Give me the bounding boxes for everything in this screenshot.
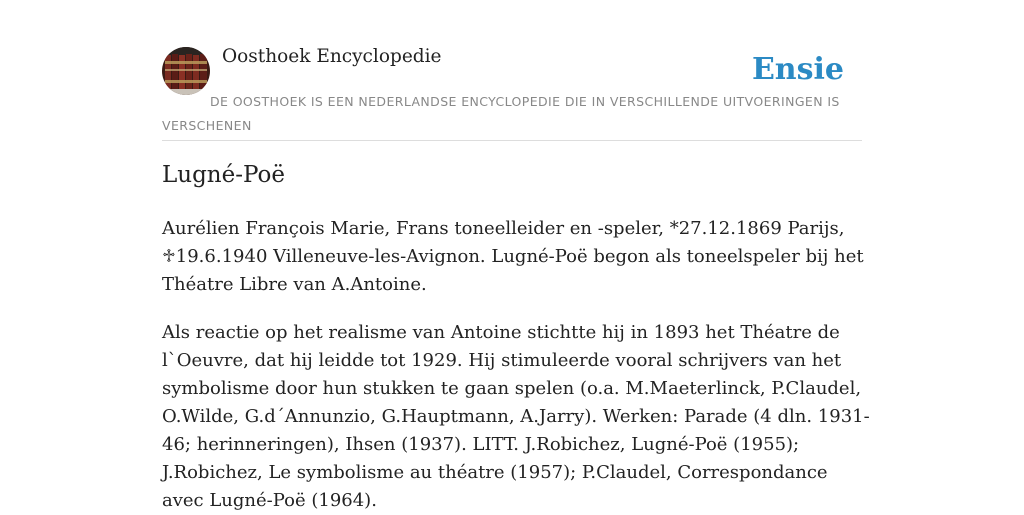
- site-name[interactable]: Oosthoek Encyclopedie: [222, 46, 442, 67]
- brand-logo-link[interactable]: Ensie: [751, 52, 844, 87]
- article-title: Lugné-Poë: [162, 162, 286, 188]
- site-tagline: DE OOSTHOEK IS EEN NEDERLANDSE ENCYCLOPEDIE DIE IN VERSCHILLENDE UITVOERINGEN IS VERSCHENEN: [162, 94, 840, 133]
- article-paragraph: Als reactie op het realisme van Antoine stichtte hij in 1893 het Théatre de l`Oeuvre, dat hij leidde tot 1929. Hij stimuleerde vooral schrijvers van het symbolisme door hun stukken te gaan spelen (o.a. M.Maeterlinck, P.Claudel, O.Wilde, G.d´Annunzio, G.Hauptmann, A.Jarry). Werken: Parade (4 dln. 1931-46; herinneringen), Ihsen (1937). LITT. J.Robichez, Lugné-Poë (1955); J.Robichez, Le symbolisme au théatre (1957); P.Claudel, Correspondance avec Lugné-Poë (1964).: [162, 322, 870, 511]
- encyclopedia-books-icon[interactable]: [162, 47, 210, 95]
- page: [162, 0, 870, 512]
- article-paragraph: Aurélien François Marie, Frans toneelleider en -speler, *27.12.1869 Parijs, ♱19.6.1940 Villeneuve-les-Avignon. Lugné-Poë begon als toneelspeler bij het Théatre Libre van A.Antoine.: [162, 218, 864, 295]
- site-header: [162, 0, 862, 141]
